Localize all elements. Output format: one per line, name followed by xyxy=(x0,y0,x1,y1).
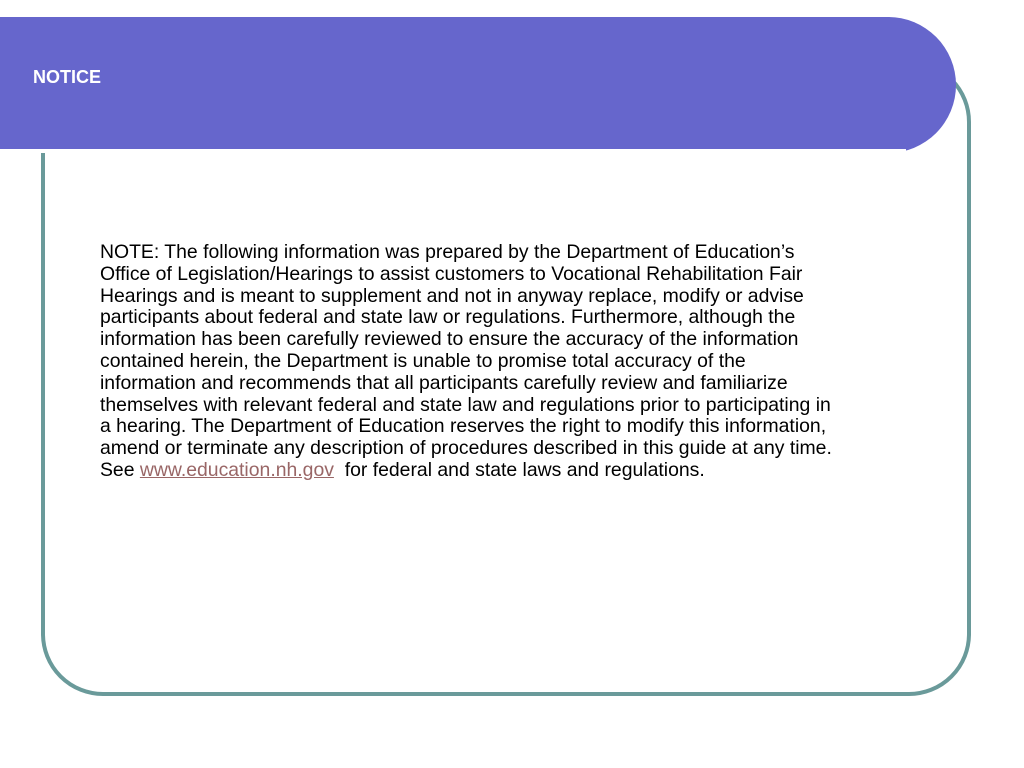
last-line-prefix: See xyxy=(100,458,140,481)
slide-title: NOTICE xyxy=(33,67,102,87)
body-line: participants about federal and state law or regulations. Furthermore, although the xyxy=(100,306,796,329)
body-line: information and recommends that all participants carefully review and familiarize xyxy=(100,371,788,394)
notice-body xyxy=(100,242,968,482)
body-line: a hearing. The Department of Education reserves the right to modify this information, xyxy=(100,415,827,438)
body-line: themselves with relevant federal and state law and regulations prior to participating in xyxy=(100,393,831,416)
last-line-suffix: for federal and state laws and regulations. xyxy=(333,458,705,481)
body-line: amend or terminate any description of procedures described in this guide at any time. xyxy=(100,437,832,460)
body-line: Office of Legislation/Hearings to assist customers to Vocational Rehabilitation Fair xyxy=(100,262,803,285)
body-line: NOTE: The following information was prepared by the Department of Education’s xyxy=(100,241,795,263)
title-bar xyxy=(0,17,956,153)
title-underline xyxy=(0,149,906,153)
body-line: information has been carefully reviewed to ensure the accuracy of the information xyxy=(100,328,799,351)
body-line: contained herein, the Department is unable to promise total accuracy of the xyxy=(100,349,746,372)
education-website-link[interactable]: www.education.nh.gov xyxy=(139,458,334,481)
body-line: Hearings and is meant to supplement and not in anyway replace, modify or advise xyxy=(100,284,804,307)
